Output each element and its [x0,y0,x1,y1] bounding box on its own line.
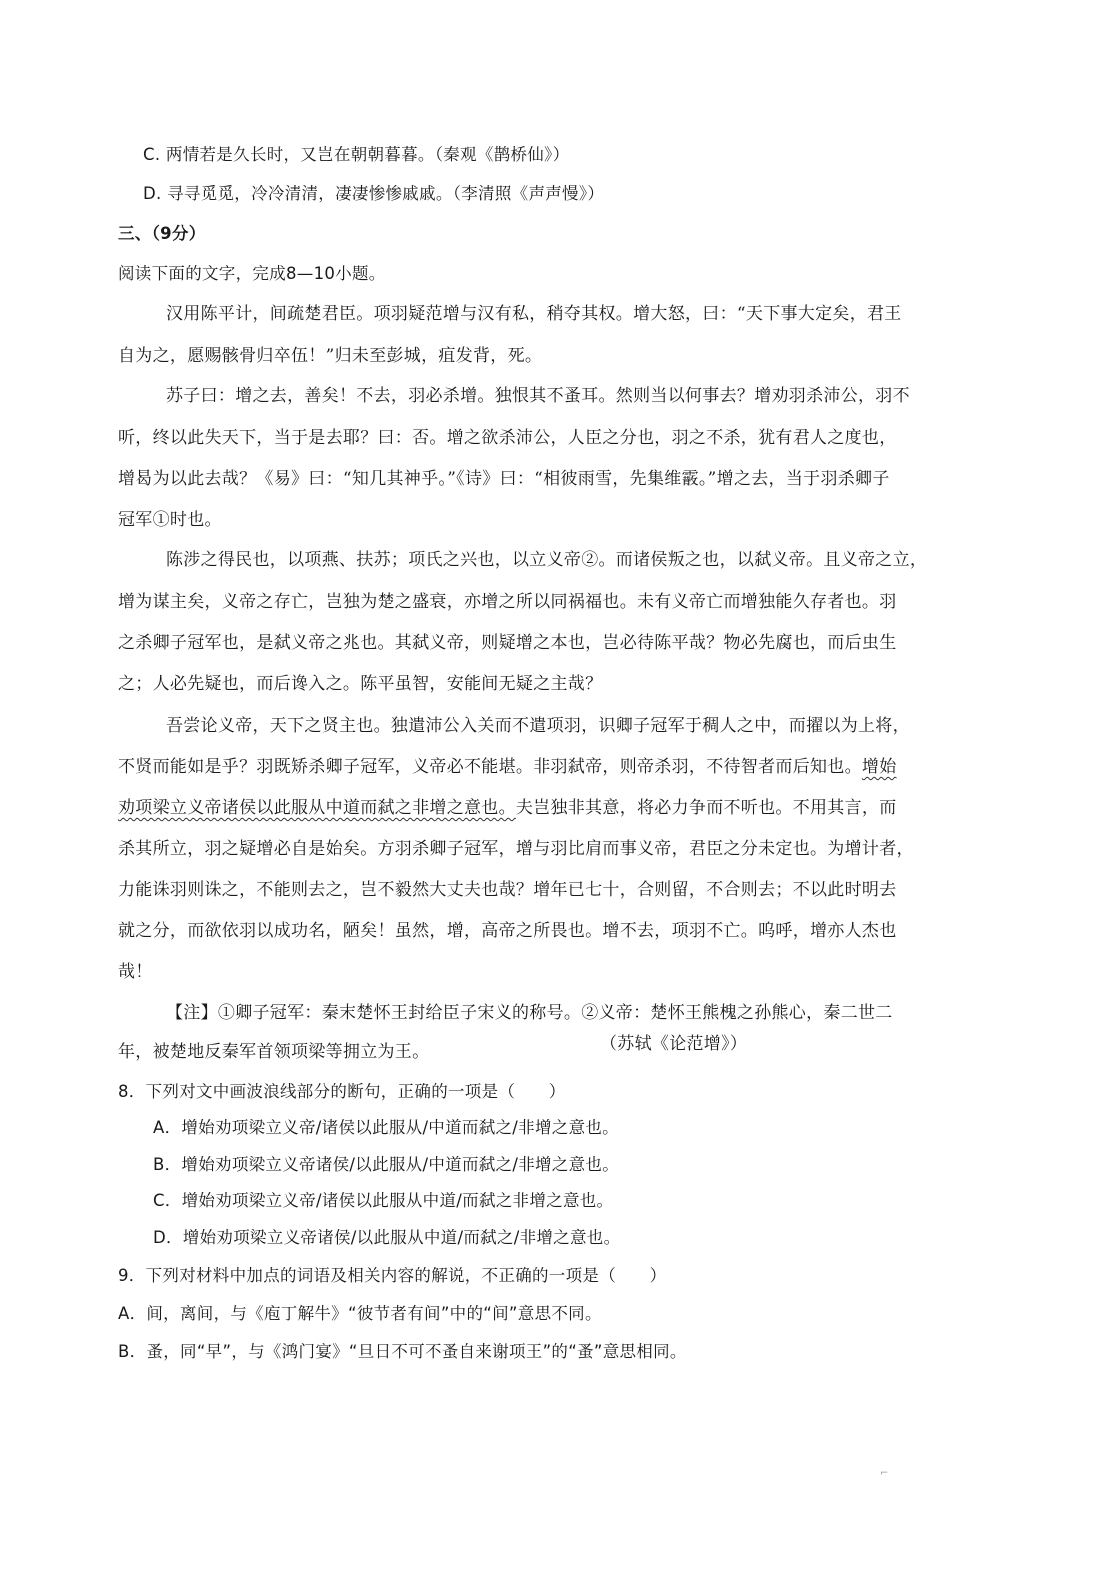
passage-p4-line4: 杀其所立，羽之疑增必自是始矣。方羽杀卿子冠军，增与羽比肩而事义帝，君臣之分未定也。为增计者， [118,839,914,859]
passage-p2-line4: 冠军①时也。 [118,510,222,530]
passage-p4-line2-text: 不贤而能如是乎？羽既矫杀卿子冠军，义帝必不能堪。非羽弑帝，则帝杀羽，不待智者而后知也。 [118,757,862,777]
q8-option-c: C．增始劝项梁立义帝/诸侯以此服从中道/而弑之非增之意也。 [153,1191,614,1210]
wavy-underline-segment-1: 增始 [861,757,897,777]
passage-p4-line5: 力能诛羽则诛之，不能则去之，岂不毅然大丈夫也哉？增年已七十，合则留，不合则去；不以此时明去 [118,880,897,900]
note-line2: 年，被楚地反秦军首领项梁等拥立为王。 [118,1042,430,1062]
passage-p4-line6: 就之分，而欲依羽以成功名，陋矣！虽然，增，高帝之所畏也。增不去，项羽不亡。呜呼，增亦人杰也 [118,921,897,941]
q8-option-d: D．增始劝项梁立义帝诸侯/以此服从中道/而弑之/非增之意也。 [153,1228,621,1247]
scan-mark: ⌐ [880,1468,889,1479]
section-heading: 三、（9分） [118,224,206,243]
q8-option-a: A．增始劝项梁立义帝/诸侯以此服从/中道而弑之/非增之意也。 [153,1118,619,1137]
q9-option-b: B．蚤，同“早”，与《鸿门宴》“旦日不可不蚤自来谢项王”的“蚤”意思相同。 [118,1342,687,1361]
q8-option-b: B．增始劝项梁立义帝诸侯/以此服从/中道而弑之/非增之意也。 [153,1155,619,1174]
passage-source: （苏轼《论范增》） [600,1034,748,1054]
q7-option-c: C. 两情若是久长时，又岂在朝朝暮暮。（秦观《鹊桥仙》） [143,145,570,164]
note-line1: 【注】①卿子冠军：秦末楚怀王封给臣子宋义的称号。②义帝：楚怀王熊槐之孙熊心，秦二世二 [166,1003,893,1023]
passage-p4-line3-text: 夫岂独非其意，将必力争而不听也。不用其言，而 [515,798,897,818]
q9-option-a: A．间，离间，与《庖丁解牛》“彼节者有间”中的“间”意思不同。 [118,1304,602,1323]
passage-p2-line2: 听，终以此失天下，当于是去耶？曰：否。增之欲杀沛公，人臣之分也，羽之不杀，犹有君人之度也， [118,428,897,448]
passage-p1-line1: 汉用陈平计，间疏楚君臣。项羽疑范增与汉有私，稍夺其权。增大怒，曰：“天下事大定矣，君王 [166,304,902,324]
section-instruction: 阅读下面的文字，完成8—10小题。 [118,264,386,283]
q8-stem: 8．下列对文中画波浪线部分的断句，正确的一项是（ ） [118,1082,566,1101]
passage-p4-line7: 哉！ [118,962,153,982]
wavy-underline-segment-2: 劝项梁立义帝诸侯以此服从中道而弑之非增之意也。 [118,798,516,818]
q7-option-d: D. 寻寻觅觅，冷冷清清，凄凄惨惨戚戚。（李清照《声声慢》） [143,184,605,203]
passage-p3-line2: 增为谋主矣，义帝之存亡，岂独为楚之盛衰，亦增之所以同祸福也。未有义帝亡而增独能久存者也。羽 [118,592,897,612]
passage-p4-line3 [118,796,897,820]
passage-p4-line2 [118,755,897,779]
passage-p4-line1: 吾尝论义帝，天下之贤主也。独遣沛公入关而不遣项羽，识卿子冠军于稠人之中，而擢以为上将， [166,716,910,736]
passage-p3-line4: 之；人必先疑也，而后谗入之。陈平虽智，安能间无疑之主哉？ [118,674,603,694]
q9-stem: 9．下列对材料中加点的词语及相关内容的解说，不正确的一项是（ ） [118,1266,667,1285]
passage-p1-line2: 自为之，愿赐骸骨归卒伍！”归未至彭城，疽发背，死。 [118,346,543,366]
passage-p2-line1: 苏子曰：增之去，善矣！不去，羽必杀增。独恨其不蚤耳。然则当以何事去？增劝羽杀沛公，羽不 [166,386,910,406]
passage-p3-line1: 陈涉之得民也，以项燕、扶苏；项氏之兴也，以立义帝②。而诸侯叛之也，以弑义帝。且义帝之立， [166,550,928,570]
passage-p2-line3: 增曷为以此去哉？《易》曰：“知几其神乎。”《诗》曰：“相彼雨雪，先集维霰。”增之去，当于羽杀卿子 [118,469,890,489]
passage-p3-line3: 之杀卿子冠军也，是弑义帝之兆也。其弑义帝，则疑增之本也，岂必待陈平哉？物必先腐也，而后虫生 [118,633,897,653]
